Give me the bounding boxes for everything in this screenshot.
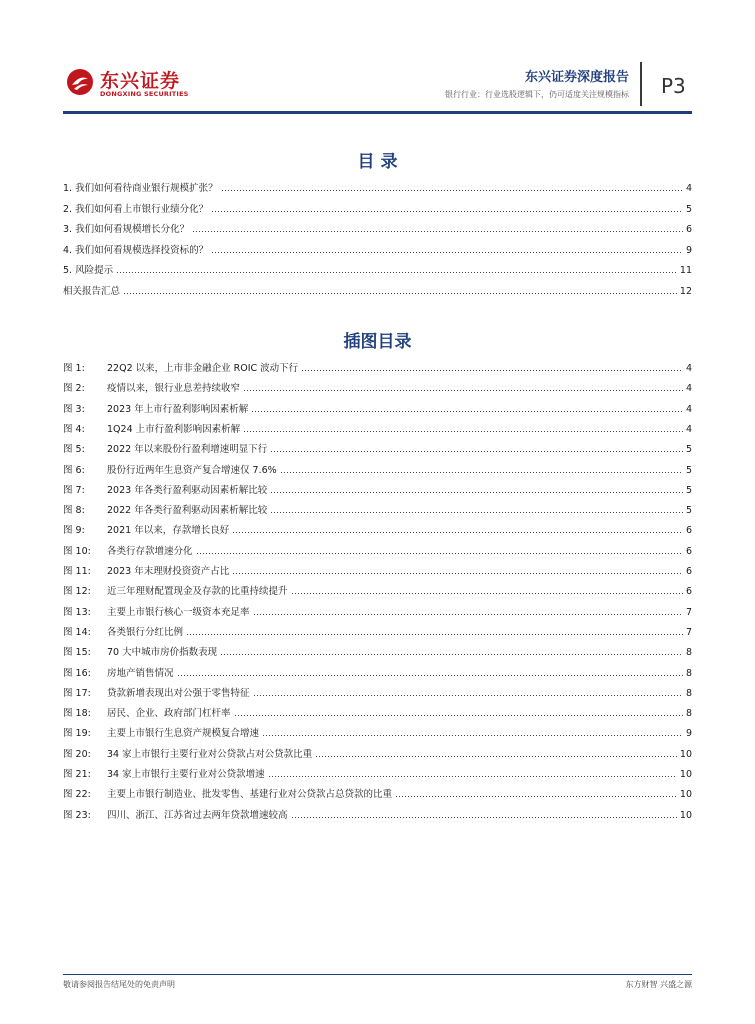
figure-number: 图 12: xyxy=(63,586,91,598)
figure-number: 图 23: xyxy=(63,809,91,821)
entry-page-number: 10 xyxy=(679,789,692,801)
toc-title: 目 录 xyxy=(357,152,398,172)
figure-item[interactable] xyxy=(63,622,692,638)
entry-page-number: 5 xyxy=(685,484,692,496)
page-number: P3 xyxy=(661,74,686,98)
entry-label xyxy=(63,644,217,658)
figure-list-title: 插图目录 xyxy=(343,332,412,352)
toc-item-label: 相关报告汇总 xyxy=(63,286,121,297)
toc-item[interactable] xyxy=(63,281,692,297)
figure-item[interactable] xyxy=(63,500,692,516)
header-separator xyxy=(640,62,642,106)
entry-page-number: 8 xyxy=(685,667,692,679)
figure-caption: 70 大中城市房价指数表现 xyxy=(107,647,218,659)
entry-label xyxy=(63,482,267,496)
figure-number: 图 19: xyxy=(63,728,91,740)
entry-page-number: 6 xyxy=(685,586,692,598)
entry-page-number: 6 xyxy=(685,545,692,557)
dot-leader xyxy=(251,411,683,412)
figure-item[interactable] xyxy=(63,723,692,739)
figure-item[interactable] xyxy=(63,703,692,719)
figure-caption: 各类行存款增速分化 xyxy=(107,545,193,557)
entry-page-number: 7 xyxy=(685,626,692,638)
figure-caption: 2023 年上市行盈利影响因素析解 xyxy=(107,403,249,415)
company-logo xyxy=(66,64,189,104)
dot-leader xyxy=(280,472,683,473)
entry-page-number: 4 xyxy=(685,403,692,415)
dot-leader xyxy=(186,634,683,635)
figure-caption: 2023 年末理财投资资产占比 xyxy=(107,566,230,577)
figure-number: 图 21: xyxy=(63,769,91,780)
dot-leader xyxy=(177,675,683,676)
entry-label xyxy=(63,766,265,780)
dot-leader xyxy=(301,370,683,371)
entry-page-number: 11 xyxy=(679,265,692,277)
toc-item-label: 4. 我们如何看规模选择投资标的？ xyxy=(63,244,209,256)
dot-leader xyxy=(270,451,683,452)
entry-label xyxy=(63,201,208,215)
report-subtitle: 银行行业：行业选股逻辑下，仍可适度关注规模指标 xyxy=(445,90,629,99)
figure-item[interactable] xyxy=(63,399,692,415)
entry-label xyxy=(63,401,248,415)
figure-caption: 2023 年各类行盈利驱动因素析解比较 xyxy=(107,484,268,496)
entry-label xyxy=(63,786,392,800)
toc-item-label: 3. 我们如何看规模增长分化？ xyxy=(63,224,190,236)
figure-item[interactable] xyxy=(63,663,692,679)
figure-number: 图 14: xyxy=(63,626,91,638)
figure-item[interactable] xyxy=(63,460,692,476)
figure-caption: 各类银行分红比例 xyxy=(107,626,184,638)
figure-item[interactable] xyxy=(63,805,692,821)
dot-leader xyxy=(220,654,683,655)
entry-label xyxy=(63,624,183,638)
figure-caption: 2021 年以来，存款增长良好 xyxy=(107,525,230,537)
entry-page-number: 12 xyxy=(679,286,692,297)
figure-caption: 股份行近两年生息资产复合增速仅 7.6% xyxy=(107,464,277,476)
entry-page-number: 8 xyxy=(685,687,692,699)
figure-item[interactable] xyxy=(63,419,692,435)
toc-item-label: 2. 我们如何看上市银行业绩分化？ xyxy=(63,203,209,215)
figure-number: 图 4: xyxy=(63,423,85,435)
figure-caption: 疫情以来，银行业息差持续收窄 xyxy=(107,383,241,395)
dot-leader xyxy=(270,492,683,493)
dot-leader xyxy=(234,715,683,716)
entry-label xyxy=(63,283,120,297)
figure-item[interactable] xyxy=(63,378,692,394)
entry-page-number: 4 xyxy=(685,423,692,435)
entry-page-number: 4 xyxy=(685,183,692,194)
figure-caption: 2022 年各类行盈利驱动因素析解比较 xyxy=(107,505,268,517)
entry-label xyxy=(63,502,267,516)
entry-page-number: 5 xyxy=(685,203,692,215)
figure-number: 图 11: xyxy=(63,566,91,577)
header-rule xyxy=(63,111,692,114)
entry-page-number: 4 xyxy=(685,363,692,374)
figure-number: 图 3: xyxy=(63,403,85,415)
figure-number: 图 22: xyxy=(63,789,91,801)
figure-caption: 主要上市银行制造业、批发零售、基建行业对公贷款占总贷款的比重 xyxy=(107,789,393,801)
dot-leader xyxy=(243,431,683,432)
figure-number: 图 6: xyxy=(63,464,85,476)
figure-number: 图 13: xyxy=(63,606,91,618)
entry-label xyxy=(63,360,298,374)
figure-number: 图 7: xyxy=(63,484,85,496)
figure-number: 图 2: xyxy=(63,383,85,395)
figure-caption: 1Q24 上市行盈利影响因素析解 xyxy=(107,423,241,435)
figure-number: 图 1: xyxy=(63,363,85,374)
figure-item[interactable] xyxy=(63,541,692,557)
footer-slogan: 东方财智 兴盛之源 xyxy=(625,980,692,989)
toc-item[interactable] xyxy=(63,240,692,256)
figure-caption: 22Q2 以来，上市非金融企业 ROIC 波动下行 xyxy=(107,363,299,374)
entry-label xyxy=(63,221,189,235)
figure-number: 图 9: xyxy=(63,525,85,537)
dot-leader xyxy=(268,776,677,777)
entry-page-number: 5 xyxy=(685,464,692,476)
entry-label xyxy=(63,522,229,536)
figure-number: 图 17: xyxy=(63,687,91,699)
entry-label xyxy=(63,180,218,194)
dot-leader xyxy=(243,390,683,391)
dot-leader xyxy=(395,796,677,797)
figure-caption: 贷款新增表现出对公强于零售特征 xyxy=(107,687,250,699)
logo-mark-icon xyxy=(66,68,94,96)
figure-item[interactable] xyxy=(63,744,692,760)
entry-label xyxy=(63,563,229,577)
figure-number: 图 15: xyxy=(63,647,91,659)
entry-page-number: 7 xyxy=(685,606,692,618)
footer-disclaimer: 敬请参阅报告结尾处的免责声明 xyxy=(63,980,175,989)
toc-item[interactable] xyxy=(63,178,692,194)
toc-item[interactable] xyxy=(63,219,692,235)
figure-item[interactable] xyxy=(63,358,692,374)
figure-caption: 34 家上市银行主要行业对公贷款增速 xyxy=(107,769,265,780)
figure-caption: 房地产销售情况 xyxy=(107,667,174,679)
figure-item[interactable] xyxy=(63,520,692,536)
toc-item-label: 1. 我们如何看待商业银行规模扩张？ xyxy=(63,183,218,194)
figure-number: 图 5: xyxy=(63,444,85,456)
figure-caption: 主要上市银行生息资产规模复合增速 xyxy=(107,728,260,740)
figure-item[interactable] xyxy=(63,581,692,597)
dot-leader xyxy=(291,593,683,594)
figure-number: 图 20: xyxy=(63,748,91,760)
toc-item-label: 5. 风险提示 xyxy=(63,265,114,277)
entry-page-number: 6 xyxy=(685,566,692,577)
entry-label xyxy=(63,462,277,476)
dot-leader xyxy=(253,614,683,615)
dot-leader xyxy=(221,190,683,191)
entry-label xyxy=(63,380,240,394)
figure-number: 图 8: xyxy=(63,505,85,517)
entry-label xyxy=(63,604,250,618)
figure-number: 图 16: xyxy=(63,667,91,679)
figure-item[interactable] xyxy=(63,439,692,455)
entry-label xyxy=(63,421,240,435)
figure-item[interactable] xyxy=(63,561,692,577)
toc-item[interactable] xyxy=(63,199,692,215)
entry-page-number: 10 xyxy=(679,809,692,821)
entry-page-number: 9 xyxy=(685,728,692,740)
dot-leader xyxy=(270,512,683,513)
dot-leader xyxy=(253,695,683,696)
figure-number: 图 18: xyxy=(63,708,91,720)
dot-leader xyxy=(291,817,677,818)
entry-page-number: 5 xyxy=(685,444,692,456)
logo-text-en: DONGXING SECURITIES xyxy=(100,90,189,98)
dot-leader xyxy=(196,553,683,554)
entry-page-number: 4 xyxy=(685,383,692,395)
figure-caption: 34 家上市银行主要行业对公贷款占对公贷款比重 xyxy=(107,748,313,760)
entry-page-number: 9 xyxy=(685,244,692,256)
entry-page-number: 10 xyxy=(679,769,692,780)
entry-label xyxy=(63,441,267,455)
figure-caption: 居民、企业、政府部门杠杆率 xyxy=(107,708,231,720)
dot-leader xyxy=(211,211,683,212)
entry-label xyxy=(63,705,231,719)
figure-caption: 四川、浙江、江苏省过去两年贷款增速较高 xyxy=(107,809,288,821)
figure-caption: 近三年理财配置现金及存款的比重持续提升 xyxy=(107,586,288,598)
figure-item[interactable] xyxy=(63,764,692,780)
entry-label xyxy=(63,807,288,821)
logo-text-cn: 东兴证券 xyxy=(100,70,181,92)
figure-caption: 2022 年以来股份行盈利增速明显下行 xyxy=(107,444,268,456)
entry-label xyxy=(63,685,250,699)
dot-leader xyxy=(262,735,683,736)
entry-page-number: 5 xyxy=(685,505,692,517)
figure-caption: 主要上市银行核心一级资本充足率 xyxy=(107,606,250,618)
dot-leader xyxy=(123,293,677,294)
entry-page-number: 6 xyxy=(685,525,692,537)
entry-page-number: 8 xyxy=(685,708,692,720)
figure-number: 图 10: xyxy=(63,545,91,557)
dot-leader xyxy=(211,252,683,253)
entry-label xyxy=(63,543,193,557)
entry-label xyxy=(63,583,288,597)
figure-item[interactable] xyxy=(63,602,692,618)
figure-item[interactable] xyxy=(63,642,692,658)
entry-page-number: 10 xyxy=(679,748,692,760)
entry-page-number: 8 xyxy=(685,647,692,659)
figure-item[interactable] xyxy=(63,784,692,800)
entry-label xyxy=(63,665,174,679)
dot-leader xyxy=(192,231,683,232)
figure-item[interactable] xyxy=(63,683,692,699)
figure-item[interactable] xyxy=(63,480,692,496)
toc-item[interactable] xyxy=(63,260,692,276)
dot-leader xyxy=(232,573,683,574)
footer-rule xyxy=(63,974,692,975)
entry-label xyxy=(63,746,312,760)
report-title: 东兴证券深度报告 xyxy=(524,70,629,85)
entry-label xyxy=(63,242,208,256)
dot-leader xyxy=(315,756,677,757)
entry-label xyxy=(63,725,259,739)
dot-leader xyxy=(232,532,683,533)
entry-label xyxy=(63,262,113,276)
entry-page-number: 6 xyxy=(685,224,692,236)
dot-leader xyxy=(116,272,677,273)
